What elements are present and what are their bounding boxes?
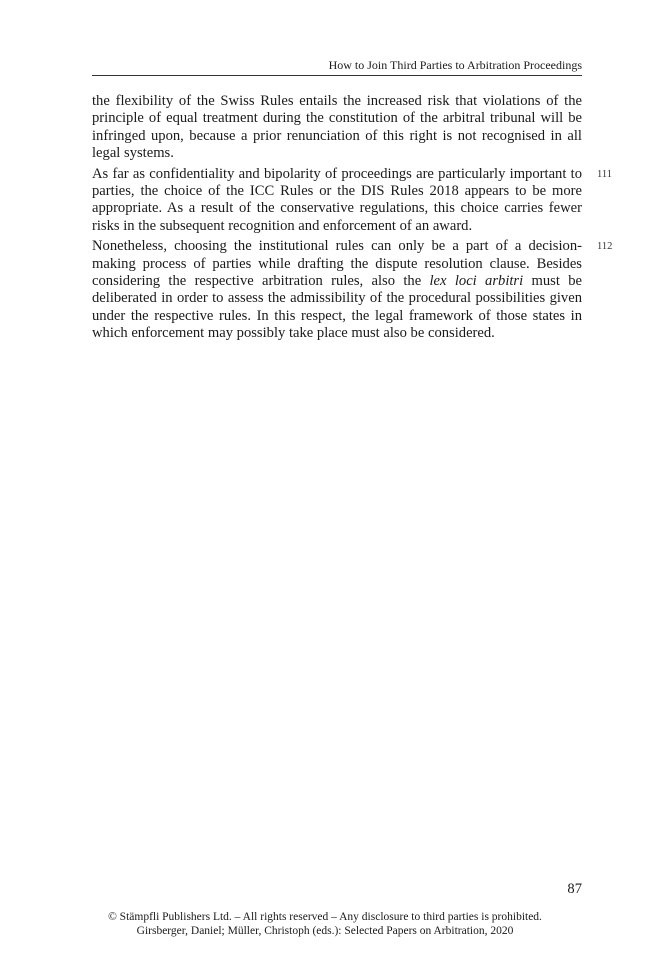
paragraph-112 <box>92 238 613 342</box>
paragraph-text-start: Nonetheless, choosing the institutional rules can only be a part of a decision-making process of parties while drafting the dispute resolution clause. Besides considering the respective arbitration rules, also the <box>92 238 582 290</box>
copyright-footer <box>0 910 650 938</box>
margin-number: 111 <box>597 168 612 180</box>
copyright-line: © Stämpfli Publishers Ltd. – All rights reserved – Any disclosure to third parties is prohibited. <box>108 911 542 923</box>
paragraph-text-end: must be deliberated in order to assess the admissibility of the procedural possibilities given under the respective rules. In this respect, the legal framework of those states in which enforcement may possibly take place must also be considered. <box>92 273 582 342</box>
paragraph-111 <box>92 165 612 236</box>
main-text <box>92 93 613 346</box>
paragraph-text: As far as confidentiality and bipolarity of proceedings are particularly important to parties, the choice of the ICC Rules or the DIS Rules 2018 appears to be more appropriate. As a result of the conservative regulations, this choice carries fewer risks in the subsequent recognition and enforcement of an award. <box>92 165 582 234</box>
running-header <box>92 58 582 76</box>
citation-line: Girsberger, Daniel; Müller, Christoph (eds.): Selected Papers on Arbitration, 2020 <box>136 925 514 937</box>
italic-term: lex loci arbitri <box>429 273 524 290</box>
margin-number: 112 <box>597 241 613 253</box>
running-title: How to Join Third Parties to Arbitration Proceedings <box>328 58 582 72</box>
paragraph-continued <box>92 93 582 163</box>
paragraph-text: the flexibility of the Swiss Rules entails the increased risk that violations of the principle of equal treatment during the constitution of the arbitral tribunal will be infringed upon, because a prior renunciation of this right is not recognised in all legal systems. <box>92 93 582 162</box>
page-number: 87 <box>567 881 582 897</box>
